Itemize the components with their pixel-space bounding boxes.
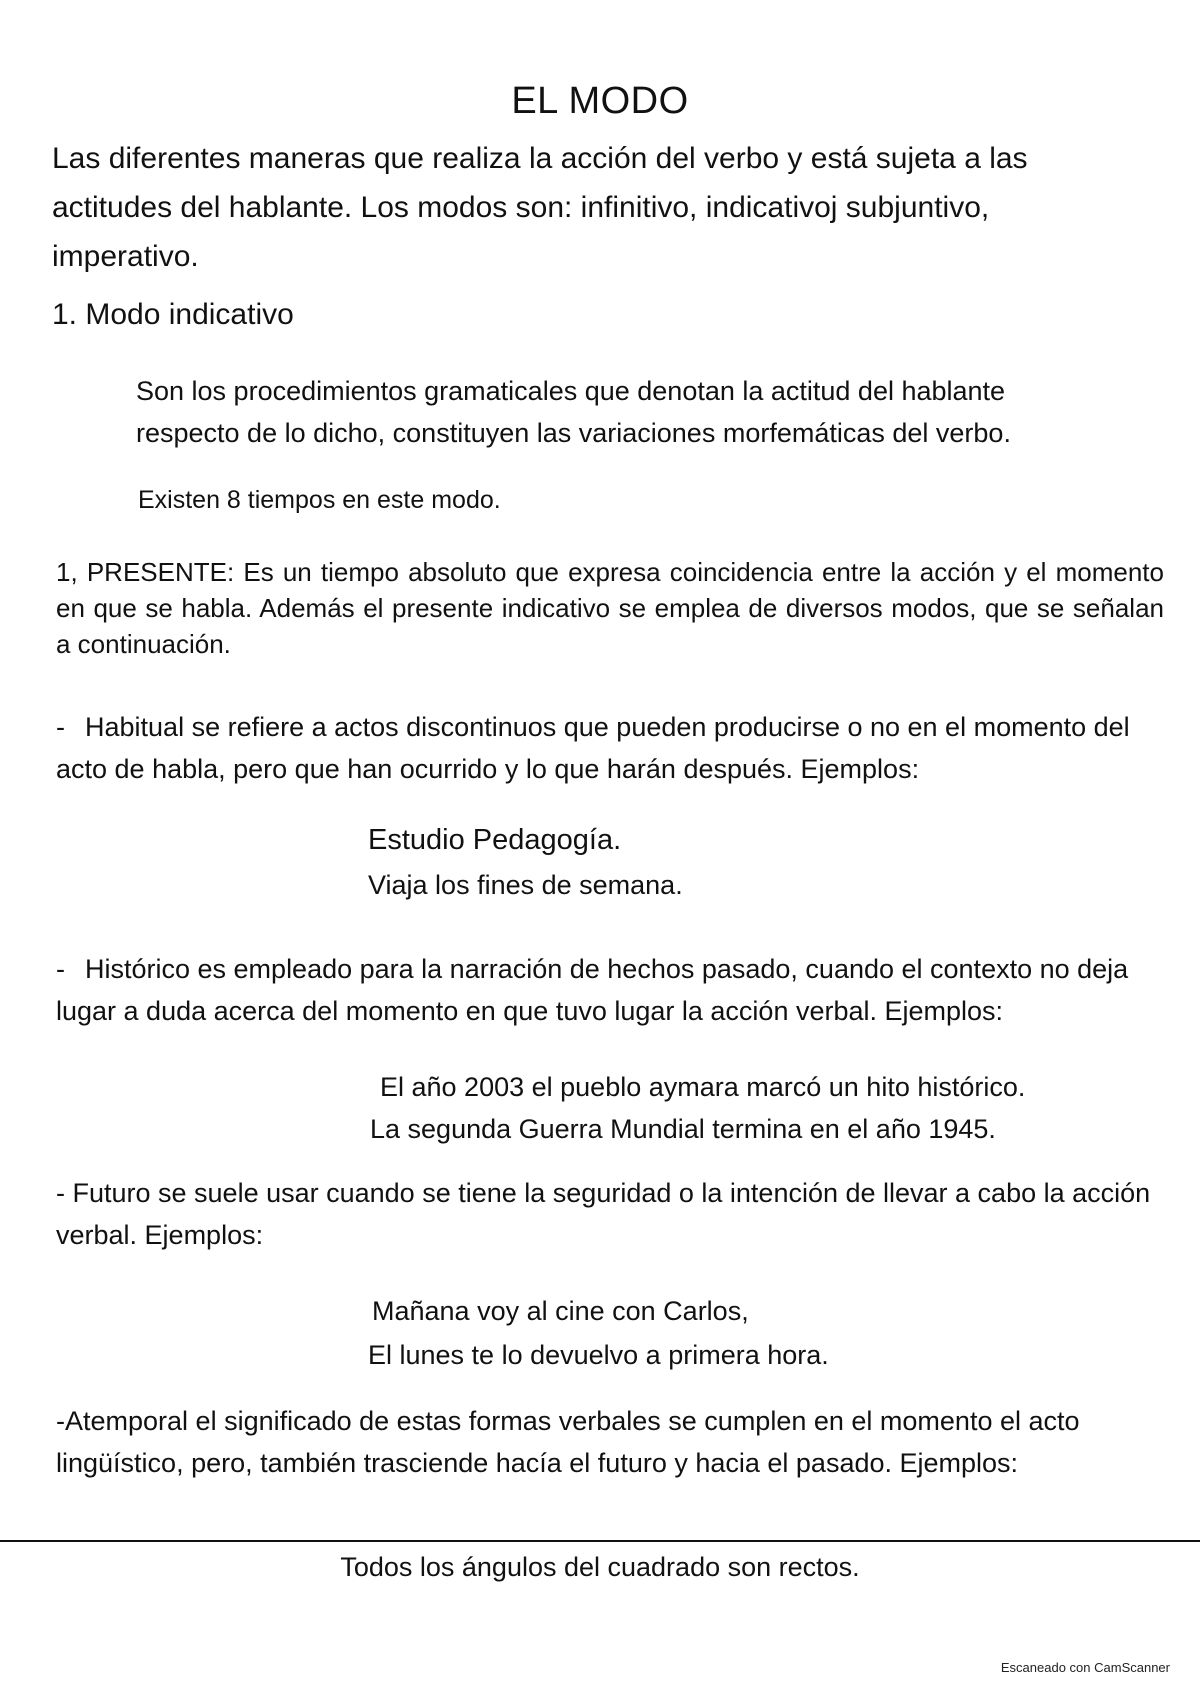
- historico-example-1: El año 2003 el pueblo aymara marcó un hito histórico.: [380, 1072, 1026, 1102]
- habitual-example-1: Estudio Pedagogía.: [368, 824, 622, 856]
- futuro-example-1: Mañana voy al cine con Carlos,: [372, 1296, 749, 1326]
- futuro-example-2: El lunes te lo devuelvo a primera hora.: [368, 1340, 829, 1370]
- horizontal-rule: [0, 1540, 1200, 1542]
- historico-text: Histórico es empleado para la narración de hechos pasado, cuando el contexto no deja lugar a duda acerca del momento en que tuvo lugar la acción verbal. Ejemplos:: [56, 954, 1129, 1026]
- habitual-example-2: Viaja los fines de semana.: [368, 870, 683, 900]
- presente-paragraph: 1, PRESENTE: Es un tiempo absoluto que expresa coincidencia entre la acción y el momento en que se habla. Además el presente indicativo se emplea de diversos modos, que se señalan a continuación.: [56, 557, 1164, 659]
- tiempos-note: Existen 8 tiempos en este modo.: [138, 486, 501, 514]
- footer-sentence: Todos los ángulos del cuadrado son rectos.: [340, 1552, 860, 1582]
- scanner-watermark: Escaneado con CamScanner: [1000, 1660, 1170, 1675]
- bullet-dash: -: [56, 954, 65, 984]
- futuro-paragraph: - Futuro se suele usar cuando se tiene la seguridad o la intención de llevar a cabo la acción verbal. Ejemplos:: [56, 1178, 1151, 1250]
- intro-paragraph: Las diferentes maneras que realiza la acción del verbo y está sujeta a las actitudes del hablante. Los modos son: infinitivo, indicativoj subjuntivo, imperativo.: [52, 142, 1028, 273]
- bullet-dash: -: [56, 712, 65, 742]
- page-title: EL MODO: [511, 80, 689, 122]
- definition-paragraph: Son los procedimientos gramaticales que denotan la actitud del hablante respecto de lo dicho, constituyen las variaciones morfemáticas del verbo.: [136, 376, 1011, 448]
- section-heading: 1. Modo indicativo: [52, 298, 294, 331]
- habitual-paragraph: [56, 706, 1176, 790]
- historico-example-2: La segunda Guerra Mundial termina en el año 1945.: [370, 1114, 996, 1144]
- atemporal-paragraph: -Atemporal el significado de estas formas verbales se cumplen en el momento el acto lingüístico, pero, también trasciende hacía el futuro y hacia el pasado. Ejemplos:: [56, 1406, 1080, 1478]
- habitual-text: Habitual se refiere a actos discontinuos que pueden producirse o no en el momento del acto de habla, pero que han ocurrido y lo que harán después. Ejemplos:: [56, 712, 1130, 784]
- historico-paragraph: [56, 948, 1176, 1032]
